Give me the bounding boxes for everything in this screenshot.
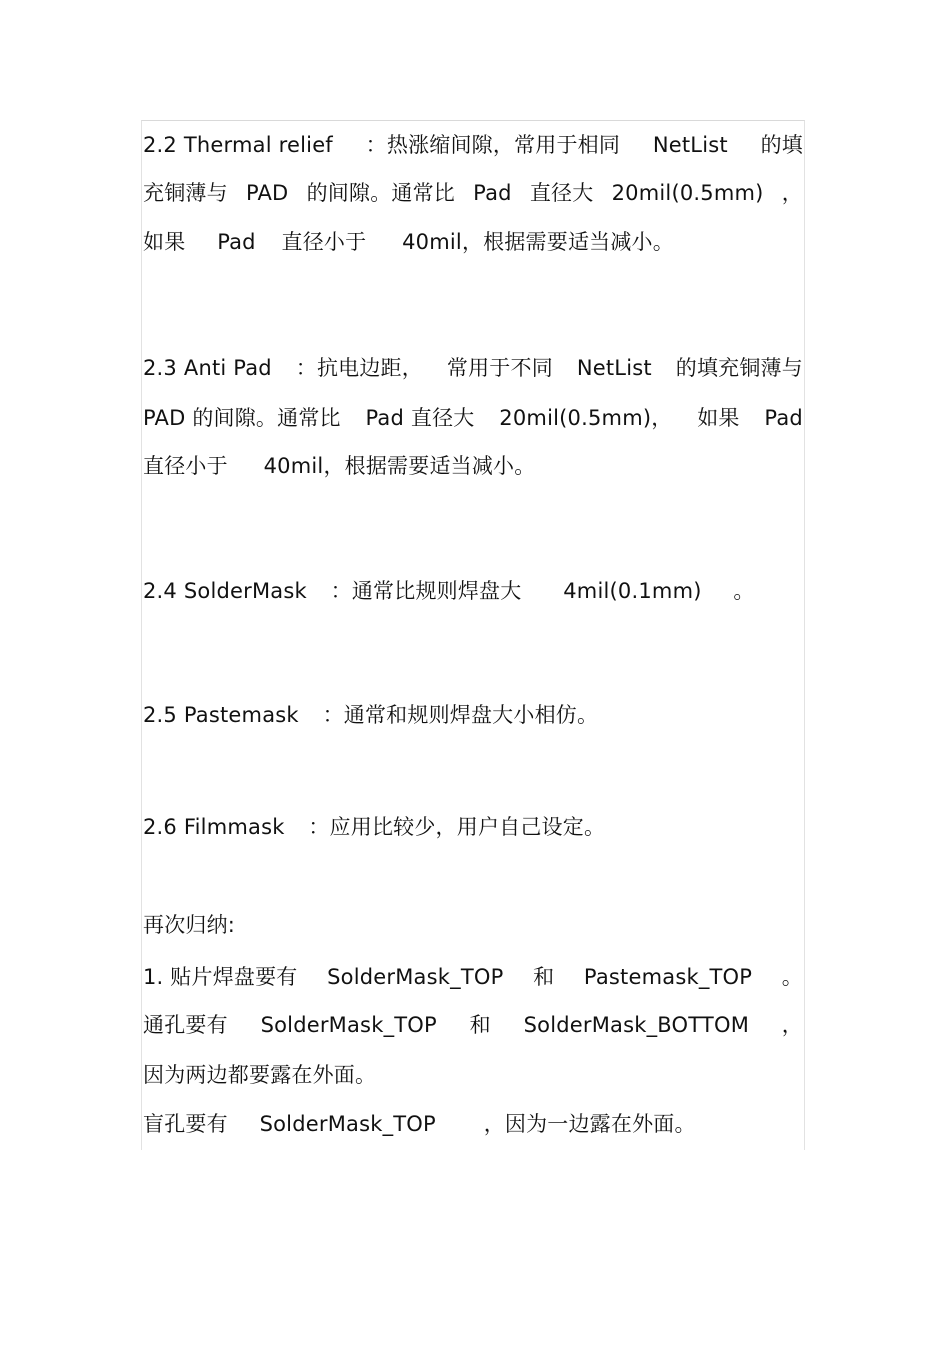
text-run: PAD 的间隙。通常比 (143, 406, 341, 430)
text-run: ，因为一边露在外面。 (483, 1112, 696, 1136)
text-run: 通孔要有 (143, 1013, 228, 1037)
text-line (143, 131, 803, 159)
text-run: SolderMask_TOP (260, 1013, 437, 1037)
text-line (143, 228, 803, 256)
text-run: NetList (652, 133, 728, 157)
text-run: 如果 (697, 406, 740, 430)
text-line (143, 179, 803, 207)
text-line (143, 1011, 803, 1039)
text-line (143, 452, 803, 480)
text-run: 2.4 SolderMask (143, 579, 307, 603)
text-run: 。 (733, 579, 755, 603)
text-run: 40mil，根据需要适当减小。 (402, 230, 674, 254)
text-run: 20mil(0.5mm)， (499, 406, 673, 430)
page-frame (141, 120, 805, 1150)
text-run: Pad (217, 230, 256, 254)
text-run: ：通常比规则焊盘大 (330, 579, 522, 603)
text-line (143, 404, 803, 432)
text-run: 和 (533, 965, 555, 989)
text-line (143, 813, 803, 841)
text-run: 20mil(0.5mm) (611, 181, 764, 205)
text-line (143, 354, 803, 382)
text-run: PAD (245, 181, 289, 205)
text-line (143, 1061, 803, 1089)
text-line (143, 1110, 803, 1138)
text-line (143, 701, 803, 729)
text-run: 如果 (143, 230, 186, 254)
text-run: 。 (781, 965, 803, 989)
text-line (143, 963, 803, 991)
text-run: Pad (473, 181, 512, 205)
text-run: SolderMask_TOP (327, 965, 504, 989)
text-run: ， (781, 1013, 803, 1037)
text-run: 2.6 Filmmask (143, 815, 285, 839)
text-run: Pad (764, 406, 803, 430)
text-run: 2.3 Anti Pad (143, 356, 272, 380)
text-run: Pad 直径大 (365, 406, 475, 430)
text-run: ：应用比较少，用户自己设定。 (308, 815, 606, 839)
text-run: 充铜薄与 (143, 181, 228, 205)
text-run: 1. 贴片焊盘要有 (143, 965, 298, 989)
text-run: 2.5 Pastemask (143, 703, 299, 727)
text-run: 直径大 (529, 181, 594, 205)
text-run: 再次归纳: (143, 913, 236, 937)
text-run: ：通常和规则焊盘大小相仿。 (322, 703, 599, 727)
text-run: 的填 (760, 133, 803, 157)
text-run: 常用于不同 (446, 356, 553, 380)
text-run: ：抗电边距， (295, 356, 423, 380)
text-run: 因为两边都要露在外面。 (143, 1063, 377, 1087)
text-run: 的间隙。通常比 (306, 181, 455, 205)
text-run: 和 (469, 1013, 491, 1037)
text-run: Pastemask_TOP (583, 965, 753, 989)
text-run: SolderMask_BOTTOM (523, 1013, 750, 1037)
text-run: ：热涨缩间隙，常用于相同 (365, 133, 621, 157)
text-run: 直径小于 (281, 230, 367, 254)
text-run: SolderMask_TOP (259, 1112, 436, 1136)
text-run: 盲孔要有 (143, 1112, 228, 1136)
text-run: NetList (576, 356, 652, 380)
text-run: 2.2 Thermal relief (143, 133, 333, 157)
text-line (143, 577, 803, 605)
text-run: 的填充铜薄与 (675, 356, 803, 380)
text-run: ， (781, 181, 803, 205)
text-run: 4mil(0.1mm) (563, 579, 702, 603)
text-run: 直径小于 (143, 454, 228, 478)
text-run: 40mil，根据需要适当减小。 (263, 454, 536, 478)
summary-heading (143, 911, 803, 939)
